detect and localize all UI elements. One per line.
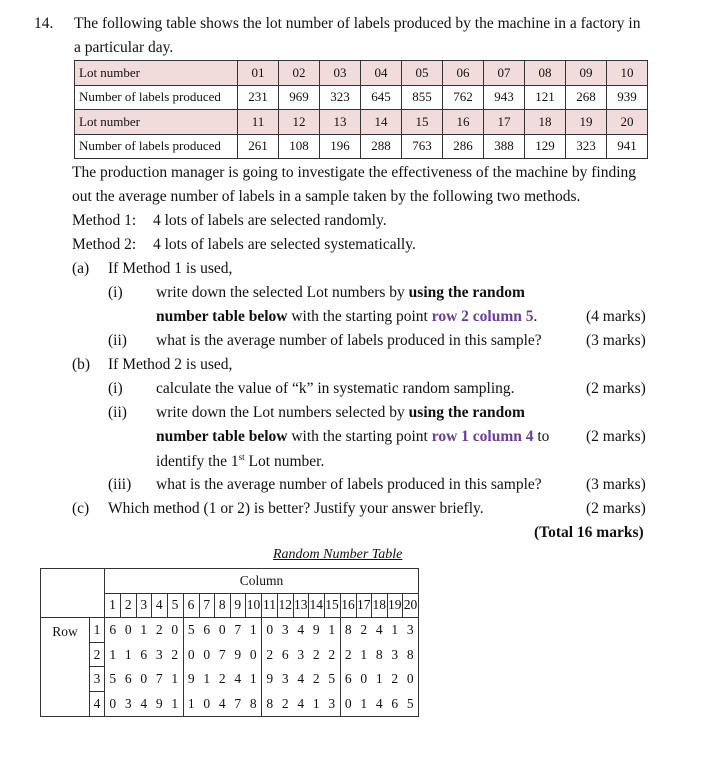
bold-span: number table below	[156, 428, 288, 445]
rnt-digit: 3	[155, 646, 163, 662]
lot-cell: 13	[320, 110, 361, 135]
rnt-digit: 0	[199, 691, 215, 716]
rnt-digit: 8	[262, 691, 278, 716]
rnt-digit: 1	[105, 642, 121, 667]
part-b-ii-line3	[156, 452, 324, 471]
rnt-digit: 4	[293, 691, 309, 716]
labels-cell: 388	[484, 134, 525, 159]
lot-row-label: Number of labels produced	[75, 134, 238, 159]
rnt-digit: 2	[218, 671, 226, 687]
rnt-digit: 1	[183, 691, 199, 716]
lot-row-2	[75, 110, 648, 135]
part-b-iii-marks: (3 marks)	[586, 476, 646, 493]
question-intro-line1: The following table shows the lot number of labels produced by the machine in a factory in	[74, 15, 641, 32]
bold-span: number table below	[156, 308, 288, 325]
rnt-digit: 0	[140, 671, 148, 687]
bold-span: using the random	[408, 284, 525, 301]
rnt-digit: 0	[403, 667, 419, 692]
part-b-ii-line2	[156, 428, 549, 446]
rnt-row	[41, 691, 419, 716]
labels-cell: 108	[279, 134, 320, 159]
rnt-digit: 1	[167, 667, 183, 692]
rnt-digit: 6	[124, 671, 132, 687]
rnt-digit: 3	[403, 618, 419, 643]
random-table-title: Random Number Table	[273, 547, 403, 562]
rnt-row-num: 2	[90, 642, 105, 667]
rnt-col-num: 11	[262, 593, 278, 618]
part-b-label: (b)	[72, 356, 91, 373]
highlight-span: row 1 column 4	[431, 428, 534, 445]
lot-cell: 01	[238, 61, 279, 86]
part-b-iii-text: what is the average number of labels produced in this sample?	[156, 476, 542, 493]
text-span: identify the 1	[156, 453, 239, 471]
rnt-digit: 8	[403, 642, 419, 667]
rnt-row	[41, 618, 419, 643]
text-span: with the starting point	[287, 308, 432, 325]
labels-cell: 261	[238, 134, 279, 159]
rnt-digit: 6	[140, 646, 148, 662]
method1-text: 4 lots of labels are selected randomly.	[153, 212, 387, 229]
rnt-digit: 0	[360, 671, 368, 687]
labels-cell: 323	[566, 134, 607, 159]
part-a-text: If Method 1 is used,	[108, 260, 233, 277]
rnt-col-num: 4	[152, 593, 168, 618]
text-span: .	[533, 308, 538, 325]
rnt-col-num: 8	[215, 593, 231, 618]
rnt-digit: 3	[297, 646, 305, 662]
rnt-digit: 7	[155, 671, 163, 687]
part-a-label: (a)	[72, 260, 90, 277]
rnt-col-num: 3	[136, 593, 152, 618]
part-a-ii-text: what is the average number of labels produced in this sample?	[156, 332, 542, 349]
rnt-digit: 3	[281, 671, 289, 687]
rnt-digit: 1	[356, 691, 372, 716]
rnt-digit: 4	[372, 691, 388, 716]
rnt-row	[41, 667, 419, 692]
rnt-digit: 1	[324, 618, 340, 643]
rnt-digit: 5	[187, 622, 195, 638]
rnt-digit: 1	[246, 667, 262, 692]
rnt-col-num: 1	[105, 593, 121, 618]
rnt-digit: 1	[246, 618, 262, 643]
labels-cell: 939	[607, 85, 648, 110]
part-a-ii-label: (ii)	[108, 332, 127, 349]
lot-row-label: Number of labels produced	[75, 85, 238, 110]
lot-cell: 02	[279, 61, 320, 86]
lot-cell: 07	[484, 61, 525, 86]
method2-label: Method 2:	[72, 236, 137, 253]
rnt-header-column	[41, 569, 419, 594]
rnt-digit: 8	[375, 646, 383, 662]
rnt-digit: 7	[234, 622, 242, 638]
rnt-col-num: 2	[121, 593, 137, 618]
lot-cell: 11	[238, 110, 279, 135]
rnt-digit: 6	[387, 691, 403, 716]
rnt-digit: 2	[155, 622, 163, 638]
rnt-col-num: 6	[183, 593, 199, 618]
rnt-digit: 2	[360, 622, 368, 638]
lot-row-label: Lot number	[75, 61, 238, 86]
lot-cell: 12	[279, 110, 320, 135]
rnt-digit: 0	[187, 646, 195, 662]
lot-cell: 16	[443, 110, 484, 135]
part-b-i-text: calculate the value of “k” in systematic random sampling.	[156, 380, 515, 397]
lot-cell: 03	[320, 61, 361, 86]
rnt-digit: 5	[403, 691, 419, 716]
rnt-digit: 0	[105, 691, 121, 716]
rnt-digit: 9	[152, 691, 168, 716]
rnt-row	[41, 642, 419, 667]
rnt-digit: 1	[124, 646, 132, 662]
rnt-digit: 9	[234, 646, 242, 662]
rnt-digit: 1	[391, 622, 399, 638]
rnt-digit: 1	[203, 671, 211, 687]
rnt-digit: 7	[230, 691, 246, 716]
part-b-ii-line1	[156, 404, 525, 422]
rnt-digit: 6	[344, 671, 352, 687]
labels-cell: 969	[279, 85, 320, 110]
rnt-corner	[41, 593, 105, 618]
rnt-digit: 4	[234, 671, 242, 687]
text-span: Lot number.	[244, 453, 325, 471]
lot-cell: 20	[607, 110, 648, 135]
rnt-digit: 6	[203, 622, 211, 638]
labels-cell: 855	[402, 85, 443, 110]
rnt-digit: 4	[215, 691, 231, 716]
rnt-digit: 0	[203, 646, 211, 662]
rnt-digit: 1	[167, 691, 183, 716]
part-a-i-line1	[156, 284, 525, 302]
labels-cell: 268	[566, 85, 607, 110]
rnt-digit: 0	[167, 618, 183, 643]
part-a-ii-marks: (3 marks)	[586, 332, 646, 349]
lot-cell: 15	[402, 110, 443, 135]
question-number: 14.	[34, 15, 54, 32]
rnt-digit: 9	[187, 671, 195, 687]
lot-table	[74, 60, 648, 159]
lot-cell: 10	[607, 61, 648, 86]
labels-row-2	[75, 134, 648, 159]
labels-cell: 943	[484, 85, 525, 110]
rnt-digit: 0	[124, 622, 132, 638]
rnt-digit: 3	[391, 646, 399, 662]
labels-cell: 121	[525, 85, 566, 110]
rnt-digit: 2	[266, 646, 274, 662]
rnt-digit: 4	[297, 622, 305, 638]
rnt-col-num: 19	[387, 593, 403, 618]
rnt-digit: 2	[312, 671, 320, 687]
lot-cell: 05	[402, 61, 443, 86]
question-intro-line2: a particular day.	[74, 39, 174, 56]
rnt-col-num: 5	[167, 593, 183, 618]
lot-cell: 19	[566, 110, 607, 135]
lot-cell: 09	[566, 61, 607, 86]
rnt-col-num: 18	[372, 593, 388, 618]
labels-row-1	[75, 85, 648, 110]
rnt-digit: 1	[360, 646, 368, 662]
lot-cell: 08	[525, 61, 566, 86]
rnt-digit: 1	[309, 691, 325, 716]
rnt-digit: 4	[136, 691, 152, 716]
rnt-col-num: 9	[230, 593, 246, 618]
rnt-digit: 7	[218, 646, 226, 662]
text-span: write down the selected Lot numbers by	[156, 284, 409, 301]
rnt-digit: 2	[324, 642, 340, 667]
rnt-digit: 8	[344, 622, 352, 638]
rnt-digit: 3	[324, 691, 340, 716]
method1-label: Method 1:	[72, 212, 137, 229]
rnt-col-num: 7	[199, 593, 215, 618]
rnt-row-num: 3	[90, 667, 105, 692]
rnt-digit: 5	[105, 667, 121, 692]
text-span: with the starting point	[287, 428, 432, 445]
text-span: to	[533, 428, 550, 445]
part-b-ii-label: (ii)	[108, 404, 127, 421]
part-c-text: Which method (1 or 2) is better? Justify your answer briefly.	[108, 500, 484, 517]
rnt-digit: 0	[266, 622, 274, 638]
labels-cell: 129	[525, 134, 566, 159]
part-b-i-label: (i)	[108, 380, 123, 397]
rnt-col-num: 16	[340, 593, 356, 618]
rnt-digit: 9	[312, 622, 320, 638]
rnt-digit: 0	[246, 642, 262, 667]
rnt-digit: 1	[140, 622, 148, 638]
lot-row-1	[75, 61, 648, 86]
part-a-i-marks: (4 marks)	[586, 308, 646, 325]
lot-cell: 06	[443, 61, 484, 86]
lot-cell: 14	[361, 110, 402, 135]
rnt-digit: 4	[375, 622, 383, 638]
paragraph-line1: The production manager is going to investigate the effectiveness of the machine by finding	[72, 164, 637, 181]
rnt-digit: 1	[375, 671, 383, 687]
highlight-span: row 2 column 5	[431, 308, 534, 325]
lot-cell: 18	[525, 110, 566, 135]
labels-cell: 323	[320, 85, 361, 110]
rnt-row-num: 4	[90, 691, 105, 716]
rnt-row-num: 1	[90, 618, 105, 643]
text-span: write down the Lot numbers selected by	[156, 404, 409, 421]
rnt-digit: 0	[218, 622, 226, 638]
rnt-digit: 3	[121, 691, 137, 716]
rnt-digit: 0	[340, 691, 356, 716]
lot-cell: 17	[484, 110, 525, 135]
labels-cell: 763	[402, 134, 443, 159]
rnt-digit: 9	[266, 671, 274, 687]
rnt-digit: 6	[105, 618, 121, 643]
superscript: st	[238, 452, 245, 462]
rnt-digit: 6	[281, 646, 289, 662]
labels-cell: 286	[443, 134, 484, 159]
rnt-col-num: 15	[324, 593, 340, 618]
rnt-corner	[41, 569, 105, 594]
rnt-col-num: 12	[278, 593, 294, 618]
rnt-col-num: 20	[403, 593, 419, 618]
lot-cell: 04	[361, 61, 402, 86]
labels-cell: 941	[607, 134, 648, 159]
part-a-i-label: (i)	[108, 284, 123, 301]
labels-cell: 288	[361, 134, 402, 159]
rnt-col-num: 17	[356, 593, 372, 618]
part-a-i-line2	[156, 308, 537, 326]
rnt-digit: 2	[344, 646, 352, 662]
rnt-col-num: 13	[293, 593, 309, 618]
rnt-digit: 8	[246, 691, 262, 716]
rnt-digit: 2	[167, 642, 183, 667]
part-b-ii-marks: (2 marks)	[586, 428, 646, 445]
labels-cell: 645	[361, 85, 402, 110]
rnt-column-header: Column	[105, 569, 419, 594]
rnt-row-header: Row	[41, 618, 90, 716]
rnt-col-num: 10	[246, 593, 262, 618]
labels-cell: 231	[238, 85, 279, 110]
part-b-text: If Method 2 is used,	[108, 356, 233, 373]
rnt-digit: 5	[324, 667, 340, 692]
rnt-digit: 2	[278, 691, 294, 716]
total-marks: (Total 16 marks)	[534, 524, 644, 541]
paragraph-line2: out the average number of labels in a sample taken by the following two methods.	[72, 188, 581, 205]
labels-cell: 762	[443, 85, 484, 110]
lot-row-label: Lot number	[75, 110, 238, 135]
part-b-i-marks: (2 marks)	[586, 380, 646, 397]
rnt-digit: 3	[281, 622, 289, 638]
rnt-col-num: 14	[309, 593, 325, 618]
labels-cell: 196	[320, 134, 361, 159]
part-b-iii-label: (iii)	[108, 476, 132, 493]
bold-span: using the random	[408, 404, 525, 421]
rnt-header-numbers	[41, 593, 419, 618]
part-c-marks: (2 marks)	[586, 500, 646, 517]
part-c-label: (c)	[72, 500, 90, 517]
rnt-digit: 2	[391, 671, 399, 687]
rnt-digit: 2	[312, 646, 320, 662]
rnt-digit: 4	[297, 671, 305, 687]
random-number-table	[40, 568, 419, 717]
method2-text: 4 lots of labels are selected systematically.	[153, 236, 416, 253]
